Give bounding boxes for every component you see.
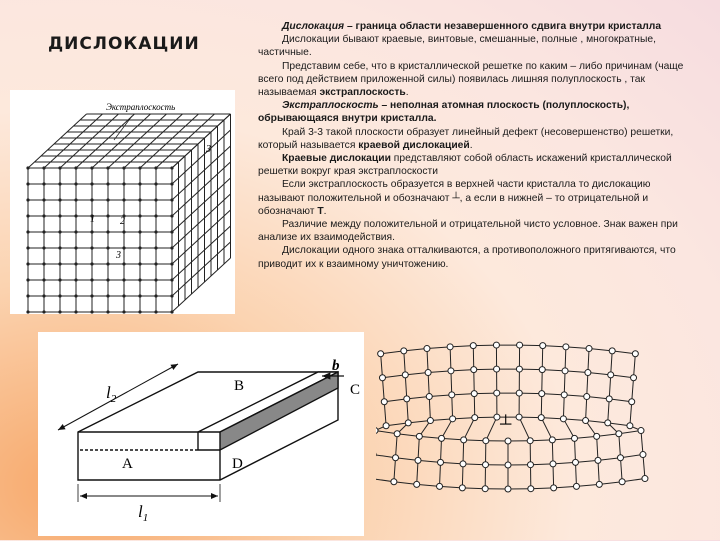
lattice-node bbox=[90, 294, 93, 297]
lattice-node bbox=[90, 198, 93, 201]
lattice-bond bbox=[632, 378, 634, 402]
lattice-node bbox=[138, 166, 141, 169]
atom bbox=[609, 348, 615, 354]
lattice-bond bbox=[541, 418, 552, 440]
atom bbox=[391, 479, 397, 485]
atom bbox=[539, 367, 545, 373]
lattice-node bbox=[106, 310, 109, 313]
atom bbox=[632, 351, 638, 357]
atom bbox=[629, 399, 635, 405]
lattice-node bbox=[58, 294, 61, 297]
extraplane-label: Экстраплоскость bbox=[106, 102, 175, 112]
lattice-node bbox=[170, 214, 173, 217]
atom bbox=[516, 414, 522, 420]
lattice-node bbox=[170, 230, 173, 233]
atom bbox=[381, 399, 387, 405]
lattice-bond bbox=[407, 399, 408, 423]
atom bbox=[494, 390, 500, 396]
lattice-bond bbox=[563, 395, 564, 419]
lattice-node bbox=[170, 278, 173, 281]
atom bbox=[642, 476, 648, 482]
atom bbox=[472, 415, 478, 421]
cube-label-2: 2 bbox=[120, 216, 125, 227]
paragraph-interaction: Дислокации одного знака отталкиваются, а противоположного притягиваются, что приводит их к взаимному уничтожению. bbox=[258, 244, 696, 270]
lattice-node bbox=[106, 182, 109, 185]
atom bbox=[449, 392, 455, 398]
lattice-node bbox=[138, 294, 141, 297]
lattice-bond bbox=[404, 351, 405, 375]
top-grid-line bbox=[60, 114, 119, 168]
lattice-bond bbox=[519, 417, 530, 441]
lattice-node bbox=[26, 230, 29, 233]
lattice-bond bbox=[464, 418, 475, 440]
atom bbox=[594, 433, 600, 439]
lattice-node bbox=[170, 182, 173, 185]
lattice-node bbox=[26, 294, 29, 297]
lattice-node bbox=[42, 294, 45, 297]
lattice-node bbox=[154, 182, 157, 185]
lattice-node bbox=[170, 246, 173, 249]
lattice-bond bbox=[643, 455, 645, 479]
atom bbox=[560, 416, 566, 422]
atom bbox=[450, 416, 456, 422]
atom bbox=[583, 418, 589, 424]
lattice-node bbox=[170, 294, 173, 297]
label-C: C bbox=[350, 382, 360, 398]
paragraph-types: Дислокации бывают краевые, винтовые, смешанные, полные , многократные, частичные. bbox=[258, 33, 696, 59]
atom bbox=[631, 375, 637, 381]
lattice-node bbox=[138, 182, 141, 185]
lattice-node bbox=[170, 198, 173, 201]
atom bbox=[608, 372, 614, 378]
lattice-node bbox=[26, 262, 29, 265]
side-grid-line bbox=[172, 226, 231, 280]
lattice-node bbox=[26, 278, 29, 281]
atom bbox=[376, 428, 378, 434]
atom bbox=[605, 420, 611, 426]
atom bbox=[516, 390, 522, 396]
lattice-bond bbox=[418, 436, 419, 460]
lattice-bond bbox=[381, 354, 383, 378]
atom bbox=[424, 346, 430, 352]
lattice-bond bbox=[597, 436, 598, 460]
lattice-node bbox=[42, 214, 45, 217]
atom bbox=[562, 368, 568, 374]
lattice-bond bbox=[486, 417, 497, 441]
lattice-node bbox=[58, 166, 61, 169]
lattice-node bbox=[106, 262, 109, 265]
lattice-bond bbox=[428, 373, 429, 397]
paragraph-sign-note: Различие между положительной и отрицательной чисто условное. Знак важен при анализе их взаимодействия. bbox=[258, 218, 696, 244]
atom bbox=[617, 455, 623, 461]
lattice-node bbox=[74, 198, 77, 201]
atom bbox=[483, 438, 489, 444]
atom bbox=[638, 428, 644, 434]
slide-title: ДИСЛОКАЦИИ bbox=[48, 34, 200, 54]
lattice-node bbox=[106, 198, 109, 201]
lattice-bond bbox=[441, 438, 442, 462]
side-grid-line bbox=[172, 258, 231, 312]
lattice-node bbox=[42, 230, 45, 233]
atom bbox=[505, 462, 511, 468]
lattice-bond bbox=[634, 354, 636, 378]
lattice-node bbox=[138, 278, 141, 281]
lattice-node bbox=[122, 166, 125, 169]
lattice-node bbox=[138, 246, 141, 249]
atom bbox=[551, 485, 557, 491]
lattice-node bbox=[42, 262, 45, 265]
lattice-node bbox=[90, 166, 93, 169]
atom bbox=[425, 370, 431, 376]
side-grid-line bbox=[172, 146, 231, 200]
cube-label-3b: 3 bbox=[115, 250, 121, 261]
lattice-node bbox=[74, 262, 77, 265]
lattice-bond bbox=[463, 440, 464, 464]
lattice-bond bbox=[451, 371, 452, 395]
lattice-node bbox=[58, 198, 61, 201]
lattice-bond bbox=[574, 438, 575, 462]
lattice-bond bbox=[641, 431, 643, 455]
atom bbox=[527, 462, 533, 468]
paragraph-edge-dislocation: Край 3-3 такой плоскости образует линейный дефект (несовершенство) решетки, который называется краевой дислокацией. bbox=[258, 126, 696, 152]
lattice-bond bbox=[608, 399, 609, 423]
lattice-node bbox=[154, 246, 157, 249]
lattice-node bbox=[26, 310, 29, 313]
lattice-bond bbox=[587, 373, 588, 397]
lattice-bond bbox=[417, 460, 418, 484]
block-drawing bbox=[38, 332, 364, 536]
atom bbox=[619, 479, 625, 485]
lattice-node bbox=[122, 230, 125, 233]
lattice-bond bbox=[462, 464, 463, 488]
atom bbox=[426, 394, 432, 400]
atom bbox=[471, 391, 477, 397]
lattice-node bbox=[138, 214, 141, 217]
atom bbox=[493, 342, 499, 348]
lattice-node bbox=[58, 230, 61, 233]
lattice-node bbox=[122, 310, 125, 313]
lattice-node bbox=[74, 294, 77, 297]
atom bbox=[416, 433, 422, 439]
lattice-bond bbox=[565, 347, 566, 371]
lattice-node bbox=[58, 278, 61, 281]
atom bbox=[516, 366, 522, 372]
atom bbox=[616, 431, 622, 437]
atom bbox=[439, 435, 445, 441]
lattice-drawing bbox=[376, 333, 660, 513]
lattice-bond bbox=[552, 440, 553, 464]
lattice-node bbox=[138, 262, 141, 265]
lattice-node bbox=[170, 262, 173, 265]
atom bbox=[584, 394, 590, 400]
lattice-bond bbox=[452, 395, 453, 419]
atom bbox=[505, 438, 511, 444]
atom bbox=[606, 396, 612, 402]
paragraph-extraplane-def: Экстраплоскость – неполная атомная плоскость (полуплоскость), обрывающаяся внутри кристалла. bbox=[258, 99, 696, 125]
top-grid-line bbox=[92, 114, 151, 168]
lattice-node bbox=[58, 310, 61, 313]
lattice-bond bbox=[384, 402, 386, 426]
lattice-bond bbox=[564, 371, 565, 395]
edge-dislocation-block-figure bbox=[38, 332, 364, 536]
top-grid-line bbox=[44, 114, 103, 168]
lattice-node bbox=[106, 214, 109, 217]
top-grid-line bbox=[140, 114, 199, 168]
lattice-node bbox=[42, 182, 45, 185]
lattice-node bbox=[42, 310, 45, 313]
atom bbox=[378, 351, 384, 357]
lattice-node bbox=[90, 246, 93, 249]
lattice-node bbox=[138, 310, 141, 313]
lattice-node bbox=[26, 214, 29, 217]
atom bbox=[402, 372, 408, 378]
atom bbox=[405, 420, 411, 426]
dislocation-symbol: ┴ bbox=[499, 414, 512, 433]
label-A: A bbox=[122, 456, 133, 472]
atom bbox=[573, 483, 579, 489]
atom bbox=[527, 438, 533, 444]
atom bbox=[447, 344, 453, 350]
lattice-node bbox=[58, 262, 61, 265]
lattice-node bbox=[42, 278, 45, 281]
lattice-bond bbox=[396, 434, 398, 458]
lattice-bond bbox=[553, 464, 554, 488]
atom bbox=[540, 343, 546, 349]
distorted-lattice-figure bbox=[376, 333, 660, 513]
lattice-bond bbox=[609, 375, 610, 399]
paragraph-sign: Если экстраплоскость образуется в верхней части кристалла то дислокацию называют положительной и обозначают ┴, а если в нижней – то отрицательной и обозначают Т. bbox=[258, 178, 696, 218]
lattice-node bbox=[122, 262, 125, 265]
atom bbox=[539, 391, 545, 397]
body-text bbox=[258, 20, 696, 271]
lattice-node bbox=[90, 230, 93, 233]
top-grid-line bbox=[28, 114, 87, 168]
atom bbox=[404, 396, 410, 402]
label-B: B bbox=[234, 378, 244, 394]
lattice-node bbox=[106, 294, 109, 297]
lattice-node bbox=[90, 182, 93, 185]
lattice-bond bbox=[440, 462, 441, 486]
atom bbox=[427, 418, 433, 424]
atom bbox=[394, 431, 400, 437]
lattice-node bbox=[154, 214, 157, 217]
lattice-node bbox=[138, 198, 141, 201]
lattice-bond bbox=[382, 378, 384, 402]
atom bbox=[483, 462, 489, 468]
lattice-bond bbox=[588, 349, 589, 373]
atom bbox=[585, 370, 591, 376]
lattice-node bbox=[26, 182, 29, 185]
lattice-node bbox=[74, 246, 77, 249]
lattice-node bbox=[58, 214, 61, 217]
lattice-node bbox=[74, 182, 77, 185]
lattice-node bbox=[138, 230, 141, 233]
lattice-node bbox=[122, 278, 125, 281]
lattice-node bbox=[122, 182, 125, 185]
lattice-node bbox=[42, 246, 45, 249]
atom bbox=[470, 343, 476, 349]
lattice-node bbox=[106, 246, 109, 249]
lattice-node bbox=[106, 230, 109, 233]
lattice-node bbox=[26, 198, 29, 201]
atom bbox=[563, 344, 569, 350]
atom bbox=[505, 486, 511, 492]
lattice-node bbox=[74, 230, 77, 233]
lattice-node bbox=[106, 278, 109, 281]
atom bbox=[494, 366, 500, 372]
lattice-node bbox=[154, 294, 157, 297]
lattice-node bbox=[154, 262, 157, 265]
atom bbox=[586, 346, 592, 352]
lattice-bond bbox=[598, 460, 599, 484]
label-D: D bbox=[232, 456, 243, 472]
lattice-bond bbox=[586, 397, 587, 421]
atom bbox=[414, 481, 420, 487]
side-grid-line bbox=[172, 242, 231, 296]
lattice-node bbox=[74, 278, 77, 281]
atom bbox=[595, 457, 601, 463]
atom bbox=[401, 348, 407, 354]
lattice-node bbox=[90, 278, 93, 281]
paragraph-definition: Дислокация – граница области незавершенного сдвига внутри кристалла bbox=[258, 20, 696, 33]
atom bbox=[383, 423, 389, 429]
lattice-node bbox=[122, 246, 125, 249]
atom bbox=[461, 437, 467, 443]
lattice-node bbox=[42, 166, 45, 169]
top-grid-line bbox=[124, 114, 183, 168]
lattice-bond bbox=[575, 462, 576, 486]
lattice-bond bbox=[612, 351, 635, 354]
lattice-node bbox=[154, 166, 157, 169]
side-grid-line bbox=[172, 162, 231, 216]
atom bbox=[460, 461, 466, 467]
atom bbox=[471, 367, 477, 373]
atom bbox=[528, 486, 534, 492]
cube-lattice-drawing bbox=[10, 90, 235, 314]
lattice-node bbox=[170, 310, 173, 313]
atom bbox=[437, 483, 443, 489]
atom bbox=[459, 485, 465, 491]
lattice-node bbox=[122, 294, 125, 297]
atom bbox=[550, 461, 556, 467]
lattice-node bbox=[154, 278, 157, 281]
lattice-bond bbox=[630, 402, 632, 426]
label-l1: $l_1$ bbox=[138, 502, 148, 524]
label-b: b bbox=[332, 358, 340, 374]
lattice-bond bbox=[394, 458, 396, 482]
lattice-node bbox=[122, 198, 125, 201]
lattice-bond bbox=[620, 458, 622, 482]
lattice-bond bbox=[427, 349, 428, 373]
side-grid-line bbox=[172, 210, 231, 264]
side-grid-line bbox=[172, 194, 231, 248]
lattice-bond bbox=[450, 347, 451, 371]
lattice-node bbox=[58, 246, 61, 249]
side-grid-line bbox=[172, 178, 231, 232]
atom bbox=[448, 368, 454, 374]
atom bbox=[482, 486, 488, 492]
paragraph-edge-region: Краевые дислокации представляют собой область искажений кристаллической решетки вокруг края экстраплоскости bbox=[258, 152, 696, 178]
atom bbox=[379, 375, 385, 381]
atom bbox=[517, 342, 523, 348]
atom bbox=[627, 423, 633, 429]
lattice-bond bbox=[611, 351, 612, 375]
atom bbox=[561, 392, 567, 398]
lattice-node bbox=[170, 166, 173, 169]
atom bbox=[596, 481, 602, 487]
lattice-bond bbox=[619, 434, 621, 458]
atom bbox=[571, 435, 577, 441]
atom bbox=[549, 437, 555, 443]
cube-label-1: 1 bbox=[90, 214, 95, 225]
lattice-node bbox=[58, 182, 61, 185]
lattice-node bbox=[74, 166, 77, 169]
lattice-node bbox=[26, 166, 29, 169]
lattice-node bbox=[42, 198, 45, 201]
lattice-node bbox=[74, 310, 77, 313]
atom bbox=[393, 455, 399, 461]
side-grid-line bbox=[172, 114, 231, 168]
lattice-node bbox=[74, 214, 77, 217]
lattice-node bbox=[90, 262, 93, 265]
atom bbox=[415, 457, 421, 463]
lattice-node bbox=[106, 166, 109, 169]
atom bbox=[538, 415, 544, 421]
atom bbox=[438, 459, 444, 465]
cube-lattice-figure bbox=[10, 90, 235, 314]
cube-label-3a: 3 bbox=[205, 144, 211, 155]
label-l2: $l_2$ bbox=[106, 383, 117, 405]
atom bbox=[572, 459, 578, 465]
lattice-node bbox=[26, 246, 29, 249]
top-grid-line bbox=[108, 114, 167, 168]
lattice-node bbox=[154, 230, 157, 233]
top-grid-line bbox=[76, 114, 135, 168]
lattice-bond bbox=[429, 397, 430, 421]
lattice-node bbox=[154, 198, 157, 201]
lattice-node bbox=[90, 310, 93, 313]
paragraph-extraplane-intro: Представим себе, что в кристаллической решетке по каким – либо причинам (чаще всего под действием приложенной силы) появилась лишняя полуплоскость , так называемая экстраплоскость. bbox=[258, 60, 696, 100]
lattice-node bbox=[154, 310, 157, 313]
lattice-bond bbox=[405, 375, 406, 399]
lattice-bond bbox=[381, 351, 404, 354]
atom bbox=[640, 452, 646, 458]
